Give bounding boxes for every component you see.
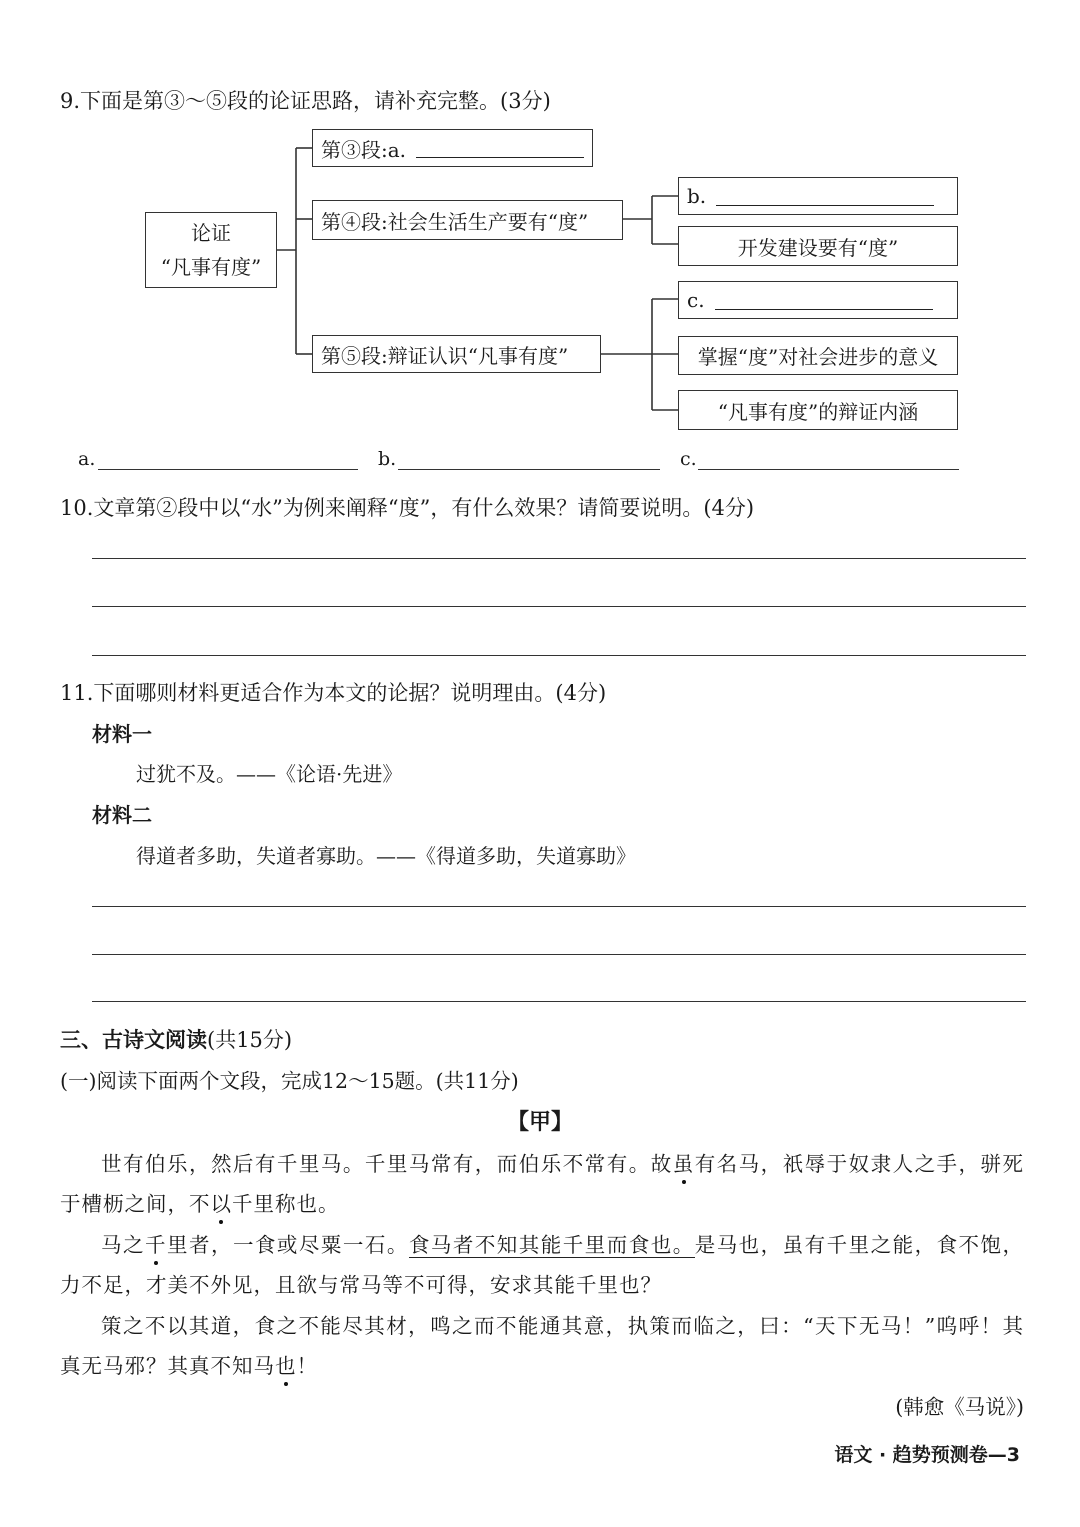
para3-blank[interactable] (416, 139, 584, 158)
passage-jia-title: 【甲】 (506, 1110, 573, 1135)
para4-box (312, 200, 623, 240)
p3-text-c: ！ (296, 1354, 318, 1378)
page-footer: 语文 · 趋势预测卷—3 (834, 1444, 1020, 1466)
passage-paragraph-3 (60, 1306, 1024, 1386)
para4-label: 第④段:社会生活生产要有“度” (321, 209, 589, 234)
para5-c-blank[interactable] (715, 291, 933, 310)
para5-sub1-label: 掌握“度”对社会进步的意义 (697, 345, 939, 369)
section3-heading (60, 1025, 292, 1055)
p2-text-b: 里者，一食或尽粟一石。 (166, 1233, 409, 1257)
p1-dot-char-1: 虽 (672, 1152, 695, 1176)
p3-text-a: 策之不以其道，食之不能尽其材，鸣之而不能通其意，执策而临之，曰：“天下无马！”呜呼！其真无马 (60, 1314, 1024, 1378)
q10-answer-line-3[interactable] (92, 655, 1026, 656)
para5-box (312, 335, 601, 373)
p1-text-d: 千里称也。 (232, 1192, 340, 1216)
para5-c-box (678, 281, 958, 319)
q10-answer-line-2[interactable] (92, 606, 1026, 607)
para4-b-blank[interactable] (716, 187, 934, 206)
p2-underlined-sentence: 食马者不知其能千里而食也。 (408, 1233, 695, 1257)
para5-label: 第⑤段:辩证认识“凡事有度” (321, 343, 569, 368)
passage-source: (韩愈《马说》) (895, 1395, 1024, 1419)
answer-c-label: c. (680, 448, 697, 470)
para3-label: 第③段:a. (321, 137, 407, 162)
p1-dot-char-2: 以 (210, 1192, 232, 1216)
para4-b-box (678, 177, 958, 215)
p2-dot-char: 千 (144, 1233, 167, 1257)
passage-paragraph-1 (60, 1144, 1024, 1224)
para3-box (312, 129, 593, 167)
para5-c-label: c. (687, 288, 705, 312)
para5-sub2-label: “凡事有度”的辩证内涵 (717, 399, 919, 424)
material-1-text: 过犹不及。——《论语·先进》 (136, 762, 403, 786)
p1-text-c: 枥之间，不 (103, 1192, 211, 1216)
p3-dot-char: 也 (275, 1354, 297, 1378)
q9-title: 9.下面是第③～⑤段的论证思路，请补充完整。(3分) (60, 89, 551, 113)
answer-a-line[interactable] (98, 469, 358, 470)
diagram-root-box (145, 212, 277, 288)
p1-text-b: 有名马，祇辱于奴隶人之手，骈死于槽 (60, 1152, 1025, 1216)
para5-sub2-box (678, 390, 958, 430)
q10-title: 10.文章第②段中以“水”为例来阐释“度”，有什么效果？请简要说明。(4分) (60, 496, 755, 520)
para5-sub1-box (678, 336, 958, 375)
material-1-label: 材料一 (92, 722, 152, 746)
answer-a-label: a. (78, 448, 96, 470)
p2-text-d: 足，才美不外见，且欲与常马等不可得，安求其能千里也？ (103, 1273, 662, 1297)
passage-paragraph-2 (60, 1225, 1024, 1305)
answer-c-line[interactable] (698, 469, 959, 470)
root-line1: 论证 (191, 221, 231, 245)
p2-text-a: 马之 (101, 1233, 145, 1257)
q10-answer-line-1[interactable] (92, 558, 1026, 559)
para4-sub-label: 开发建设要有“度” (737, 235, 899, 260)
root-line2: “凡事有度” (160, 255, 262, 279)
answer-b-label: b. (378, 448, 397, 470)
q11-title: 11.下面哪则材料更适合作为本文的论据？说明理由。(4分) (60, 681, 607, 705)
section3-subheading: (一)阅读下面两个文段，完成12～15题。(共11分) (60, 1069, 519, 1093)
section3-heading-text: 三、古诗文阅读 (60, 1028, 207, 1052)
p2-text-c: 是马也，虽有千里之能，食不饱，力不 (60, 1233, 1025, 1297)
q11-answer-line-1[interactable] (92, 906, 1026, 907)
para4-sub-box (678, 226, 958, 266)
para4-b-label: b. (687, 184, 707, 208)
material-2-text: 得道者多助，失道者寡助。——《得道多助，失道寡助》 (136, 844, 636, 868)
material-2-label: 材料二 (92, 803, 152, 827)
q11-answer-line-2[interactable] (92, 954, 1026, 955)
p1-text-a: 世有伯乐，然后有千里马。千里马常有，而伯乐不常有。故 (101, 1152, 673, 1176)
section3-heading-score: (共15分) (207, 1028, 293, 1052)
q11-answer-line-3[interactable] (92, 1001, 1026, 1002)
answer-b-line[interactable] (398, 469, 660, 470)
p3-text-b: 邪？其真不知马 (124, 1354, 275, 1378)
